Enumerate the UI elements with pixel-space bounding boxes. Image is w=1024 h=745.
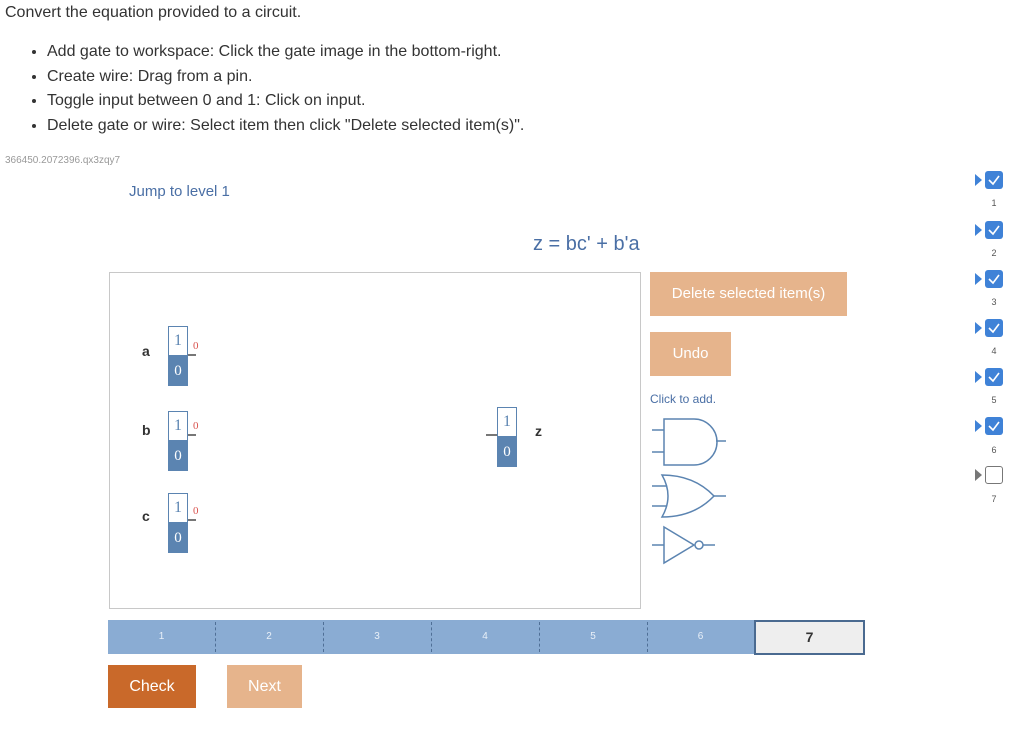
input-a-toggle[interactable] (168, 326, 188, 387)
instruction-item: • Delete gate or wire: Select item then click "Delete selected item(s)". (47, 114, 524, 139)
level-bar (108, 620, 864, 654)
instruction-list (25, 40, 524, 138)
progress-number: 2 (991, 248, 997, 258)
progress-number: 4 (991, 346, 997, 356)
progress-number: 5 (991, 395, 997, 405)
level-divider (431, 622, 432, 652)
toggle-zero[interactable]: 0 (168, 441, 188, 471)
progress-arrow-icon (975, 224, 982, 236)
level-4[interactable]: 4 (431, 620, 539, 654)
level-5[interactable]: 5 (539, 620, 647, 654)
output-z-display (497, 407, 517, 468)
progress-check-icon[interactable] (985, 221, 1003, 239)
toggle-one[interactable]: 1 (168, 411, 188, 441)
instruction-item: • Toggle input between 0 and 1: Click on input. (47, 89, 524, 114)
input-c-label: c (142, 508, 150, 524)
input-c-toggle[interactable] (168, 493, 188, 554)
toggle-zero[interactable]: 0 (168, 523, 188, 553)
level-2[interactable]: 2 (215, 620, 323, 654)
jump-to-level-link[interactable]: Jump to level 1 (129, 183, 230, 200)
level-divider (323, 622, 324, 652)
output-zero: 0 (497, 437, 517, 467)
level-divider (215, 622, 216, 652)
progress-arrow-icon (975, 420, 982, 432)
progress-arrow-icon (975, 469, 982, 481)
input-c-value: 0 (193, 505, 199, 517)
toggle-zero[interactable]: 0 (168, 356, 188, 386)
activity-id: 366450.2072396.qx3zqy7 (5, 155, 121, 166)
progress-empty-box-icon[interactable] (985, 466, 1003, 484)
level-1[interactable]: 1 (108, 620, 215, 654)
progress-check-icon[interactable] (985, 270, 1003, 288)
progress-check-icon[interactable] (985, 171, 1003, 189)
progress-arrow-icon (975, 322, 982, 334)
output-z-label: z (535, 423, 542, 439)
input-c-pin[interactable] (188, 519, 196, 521)
or-gate-icon[interactable] (652, 475, 726, 517)
input-b-label: b (142, 422, 151, 438)
progress-number: 7 (991, 494, 997, 504)
toggle-one[interactable]: 1 (168, 493, 188, 523)
output-one: 1 (497, 407, 517, 437)
level-3[interactable]: 3 (323, 620, 431, 654)
progress-check-icon[interactable] (985, 319, 1003, 337)
progress-number: 3 (991, 297, 997, 307)
progress-check-icon[interactable] (985, 417, 1003, 435)
progress-arrow-icon (975, 273, 982, 285)
input-a-label: a (142, 343, 150, 359)
and-gate-icon[interactable] (652, 419, 726, 465)
intro-text: Convert the equation provided to a circuit. (5, 4, 302, 21)
click-to-add-label: Click to add. (650, 392, 717, 406)
next-button[interactable]: Next (227, 665, 302, 708)
input-a-pin[interactable] (188, 354, 196, 356)
check-button[interactable]: Check (108, 665, 196, 708)
level-7-current[interactable]: 7 (754, 620, 865, 655)
progress-check-icon[interactable] (985, 368, 1003, 386)
input-b-pin[interactable] (188, 434, 196, 436)
progress-arrow-icon (975, 174, 982, 186)
input-a-value: 0 (193, 340, 199, 352)
instruction-item: • Create wire: Drag from a pin. (47, 65, 524, 90)
not-gate-icon[interactable] (652, 527, 715, 563)
undo-button[interactable]: Undo (650, 332, 731, 376)
instruction-item: • Add gate to workspace: Click the gate image in the bottom-right. (47, 40, 524, 65)
progress-number: 1 (991, 198, 997, 208)
input-b-value: 0 (193, 420, 199, 432)
level-divider (647, 622, 648, 652)
output-z-pin[interactable] (486, 434, 497, 436)
gate-palette (650, 408, 730, 568)
level-divider (539, 622, 540, 652)
equation: z = bc' + b'a (533, 233, 640, 255)
delete-selected-button[interactable]: Delete selected item(s) (650, 272, 847, 316)
circuit-workspace[interactable] (109, 272, 641, 609)
progress-arrow-icon (975, 371, 982, 383)
level-6[interactable]: 6 (647, 620, 754, 654)
toggle-one[interactable]: 1 (168, 326, 188, 356)
input-b-toggle[interactable] (168, 411, 188, 472)
progress-number: 6 (991, 445, 997, 455)
